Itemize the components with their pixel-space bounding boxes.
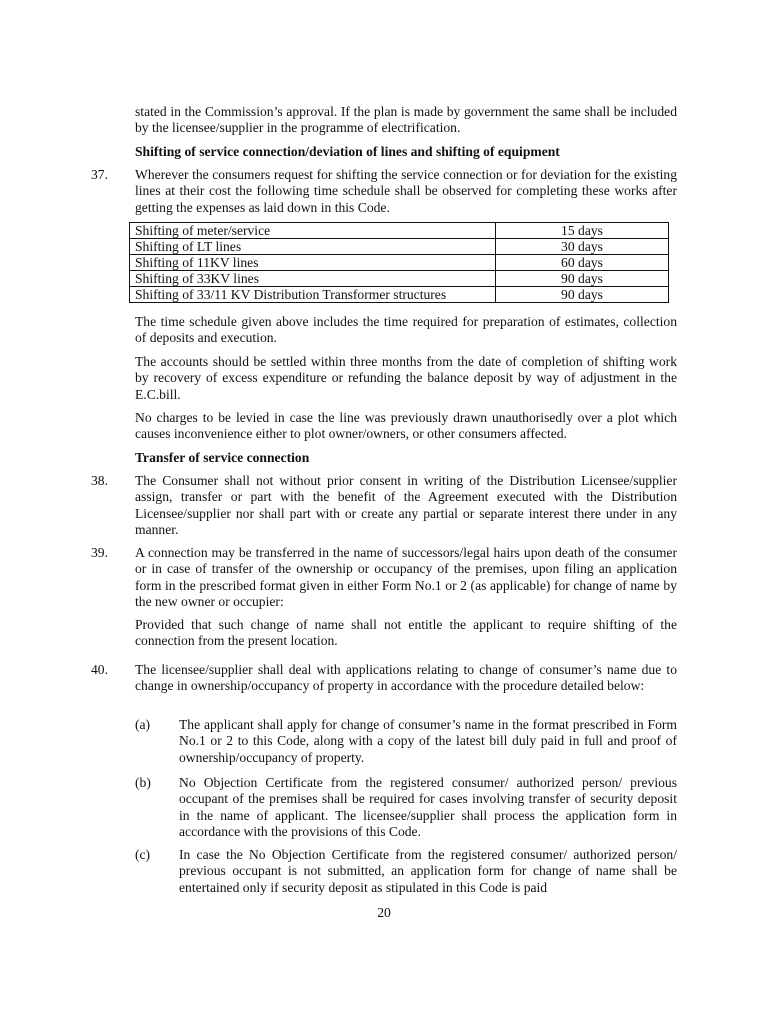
table-cell-work: Shifting of meter/service	[130, 223, 496, 239]
table-cell-time: 90 days	[496, 271, 669, 287]
clause-number-38: 38.	[91, 473, 108, 488]
table-cell-time: 90 days	[496, 287, 669, 303]
table-row	[130, 287, 669, 303]
clause-number-39: 39.	[91, 545, 108, 560]
table-row	[130, 223, 669, 239]
time-schedule-table	[129, 222, 669, 303]
clause-39-text: A connection may be transferred in the name of successors/legal hairs upon death of the consumer or in case of transfer of the ownership or occupancy of the premises, upon filing an application form in the prescribed format given in either Form No.1 or 2 (as applicable) for change of name by the new owner or occupier:	[135, 545, 677, 610]
table-cell-work: Shifting of LT lines	[130, 239, 496, 255]
item-text-b: No Objection Certificate from the registered consumer/ authorized person/ previous occupant of the premises shall be required for cases involving transfer of security deposit in the name of applicant. The licensee/supplier shall process the application form in accordance with the provisions of this Code.	[179, 775, 677, 840]
table-cell-time: 60 days	[496, 255, 669, 271]
page-number: 20	[377, 905, 391, 920]
table-cell-work: Shifting of 33KV lines	[130, 271, 496, 287]
item-label-a: (a)	[135, 717, 151, 732]
item-label-c: (c)	[135, 847, 151, 862]
item-text-c: In case the No Objection Certificate from the registered consumer/ authorized person/ previous occupant is not submitted, an application form for change of name shall be entertained only if security deposit as stipulated in this Code is paid	[179, 847, 677, 895]
table-row	[130, 271, 669, 287]
intro-paragraph: stated in the Commission’s approval. If the plan is made by government the same shall be included by the licensee/supplier in the programme of electrification.	[135, 104, 677, 136]
item-label-b: (b)	[135, 775, 151, 790]
clause-39-proviso: Provided that such change of name shall not entitle the applicant to require shifting of the connection from the present location.	[135, 617, 677, 649]
clause-37-text: Wherever the consumers request for shifting the service connection or for deviation for the existing lines at their cost the following time schedule shall be observed for completing these works after getting the expenses as laid down in this Code.	[135, 167, 677, 215]
table-cell-time: 15 days	[496, 223, 669, 239]
table-row	[130, 255, 669, 271]
table-cell-work: Shifting of 33/11 KV Distribution Transformer structures	[130, 287, 496, 303]
item-text-a: The applicant shall apply for change of consumer’s name in the format prescribed in Form No.1 or 2 to this Code, along with a copy of the latest bill duly paid in full and proof of ownership/occupancy of property.	[179, 717, 677, 765]
section-heading-shifting: Shifting of service connection/deviation of lines and shifting of equipment	[135, 144, 560, 159]
clause-number-37: 37.	[91, 167, 108, 182]
clause-37-paragraph-accounts: The accounts should be settled within three months from the date of completion of shifting work by recovery of excess expenditure or refunding the balance deposit by way of adjustment in the E.C.bill.	[135, 354, 677, 402]
section-heading-transfer: Transfer of service connection	[135, 450, 310, 465]
table-cell-time: 30 days	[496, 239, 669, 255]
clause-37-paragraph-charges: No charges to be levied in case the line was previously drawn unauthorisedly over a plot which causes inconvenience either to plot owner/owners, or other consumers affected.	[135, 410, 677, 442]
clause-38-text: The Consumer shall not without prior consent in writing of the Distribution Licensee/supplier assign, transfer or part with the benefit of the Agreement executed with the Distribution Licensee/supplier nor shall part with or create any partial or separate interest there under in any manner.	[135, 473, 677, 538]
table-cell-work: Shifting of 11KV lines	[130, 255, 496, 271]
clause-number-40: 40.	[91, 662, 108, 677]
clause-37-paragraph-schedule: The time schedule given above includes the time required for preparation of estimates, collection of deposits and execution.	[135, 314, 677, 346]
table-row	[130, 239, 669, 255]
clause-40-text: The licensee/supplier shall deal with applications relating to change of consumer’s name due to change in ownership/occupancy of property in accordance with the procedure detailed below:	[135, 662, 677, 694]
